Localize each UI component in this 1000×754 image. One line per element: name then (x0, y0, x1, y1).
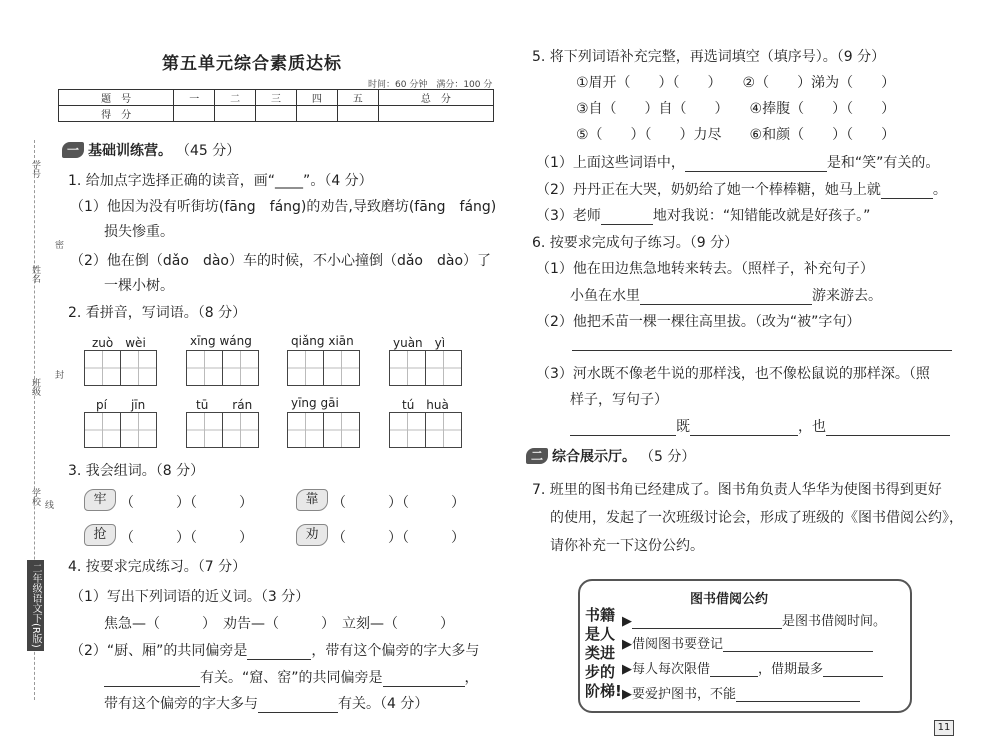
q4-text: 有关。（4 分） (338, 696, 429, 712)
q5-text: 。 (932, 182, 947, 198)
convention-item (622, 633, 873, 652)
q4-sub2-line3 (104, 693, 428, 713)
q2-stem: 2. 看拼音，写词语。（8 分） (68, 305, 247, 321)
slogan-line: 步的 (585, 663, 616, 681)
sidebar-xingming: 姓名 (30, 265, 40, 283)
pinyin-label: tū rán (196, 398, 253, 412)
q4-stem: 4. 按要求完成练习。（7 分） (68, 559, 247, 575)
writing-grid[interactable] (186, 350, 259, 386)
sidebar-xuehao: 学号 (30, 160, 40, 178)
answer-blank[interactable] (823, 662, 883, 677)
q7-line2: 的使用，发起了一次班级讨论会，形成了班级的《图书借阅公约》， (550, 510, 963, 526)
writing-grid[interactable] (287, 350, 360, 386)
q4-sub1-answer[interactable]: 焦急—（ ） 劝告—（ ） 立刻—（ ） (104, 616, 454, 632)
arrow-icon: ▶ (622, 614, 632, 629)
word-blanks[interactable]: （ ）（ ） (332, 530, 465, 546)
section-label: 综合展示厅。 (552, 449, 636, 465)
writing-grid[interactable] (389, 412, 462, 448)
q4-text: ，带有这个偏旁的字大多与 (311, 643, 480, 659)
time-info: 时间：60 分钟 满分：100 分 (368, 80, 493, 90)
section-label: 基础训练营。 (88, 143, 172, 159)
answer-blank[interactable] (383, 672, 465, 687)
item-text: 是图书借阅时间。 (782, 614, 887, 629)
answer-blank[interactable] (690, 421, 798, 436)
answer-blank[interactable] (247, 645, 311, 660)
q6-sub3-answer (570, 416, 950, 436)
answer-blank[interactable] (601, 210, 653, 225)
q5-a1 (536, 152, 939, 172)
writing-grid[interactable] (389, 350, 462, 386)
q6-text: 既 (676, 419, 690, 435)
q1-line1: （1）他因为没有听街坊(fāng fáng)的劝告,导致磨坊(fāng fáng) (70, 199, 497, 215)
q6-sub3: （3）河水既不像老牛说的那样浅，也不像松鼠说的那样深。（照 (536, 366, 930, 382)
q4-sub1: （1）写出下列词语的近义词。（3 分） (70, 589, 310, 605)
q5-row2[interactable]: ③自（ ）自（ ） ④捧腹（ ）（ ） (576, 101, 896, 117)
pinyin-label: qiǎng xiān (291, 334, 354, 348)
section-number: 一 (62, 142, 84, 158)
pinyin-label: yīng gāi (291, 396, 339, 410)
q7-line3: 请你补充一下这份公约。 (550, 538, 704, 554)
q4-text: 有关。“窟、窑”的共同偏旁是 (200, 670, 383, 686)
q6-sub2: （2）他把禾苗一棵一棵往高里拔。（改为“被”字句） (536, 314, 861, 330)
writing-grid[interactable] (186, 412, 259, 448)
q6-text: ，也 (798, 419, 826, 435)
score-header: 四 (296, 90, 337, 106)
slogan-line: 类进 (585, 644, 616, 662)
q4-text: （2）“厨、厢”的共同偏旁是 (70, 643, 248, 659)
score-row-label: 得 分 (59, 106, 174, 122)
q6-stem: 6. 按要求完成句子练习。（9 分） (532, 235, 739, 251)
q5-text: 是和“笑”有关的。 (826, 155, 940, 171)
section-number: 二 (526, 448, 548, 464)
answer-blank[interactable] (826, 421, 950, 436)
answer-blank[interactable] (640, 290, 812, 305)
answer-blank[interactable] (881, 184, 933, 199)
item-text: ，借期最多 (758, 662, 824, 677)
score-cell[interactable] (296, 106, 337, 122)
score-cell[interactable] (378, 106, 493, 122)
section-1-heading (62, 140, 240, 160)
score-header: 三 (256, 90, 297, 106)
sidebar-book: 二年级语文下(R版) (27, 560, 44, 651)
section-score: （5 分） (640, 449, 696, 465)
pinyin-label: yuàn yì (393, 336, 446, 350)
writing-grid[interactable] (287, 412, 360, 448)
q5-a3 (536, 205, 870, 225)
q6-text: 小鱼在水里 (570, 288, 640, 304)
page-number: 11 (934, 720, 954, 736)
sidebar-mi: 密 (53, 240, 63, 249)
score-header: 一 (174, 90, 215, 106)
answer-blank[interactable] (736, 687, 860, 702)
convention-item (622, 658, 883, 677)
char-badge: 劝 (296, 524, 328, 546)
pinyin-label: pí jīn (96, 398, 146, 412)
answer-blank[interactable] (723, 637, 873, 652)
q4-text: 带有这个偏旁的字大多与 (104, 696, 258, 712)
item-text: 借阅图书要登记 (632, 637, 724, 652)
convention-item (622, 683, 860, 702)
q7-line1: 7. 班里的图书角已经建成了。图书角负责人华华为使图书得到更好 (532, 482, 942, 498)
word-blanks[interactable]: （ ）（ ） (120, 495, 253, 511)
q5-text: 地对我说：“知错能改就是好孩子。” (652, 208, 871, 224)
answer-blank[interactable] (104, 672, 200, 687)
q4-sub2 (70, 640, 479, 660)
q3-stem: 3. 我会组词。（8 分） (68, 463, 205, 479)
q6-text: 游来游去。 (812, 288, 882, 304)
q5-text: （1）上面这些词语中， (536, 155, 685, 171)
word-blanks[interactable]: （ ）（ ） (120, 530, 253, 546)
sidebar-xuexiao: 学校 (30, 488, 40, 506)
score-table (58, 89, 494, 122)
sidebar-feng: 封 (53, 370, 63, 379)
score-cell[interactable] (174, 106, 215, 122)
char-badge: 抢 (84, 524, 116, 546)
sidebar-banji: 班级 (30, 378, 40, 396)
score-cell[interactable] (256, 106, 297, 122)
q6-sub1-answer (570, 285, 882, 305)
q4-text: ， (464, 670, 479, 686)
q6-sub1: （1）他在田边焦急地转来转去。（照样子，补充句子） (536, 261, 874, 277)
section-score: （45 分） (176, 143, 241, 159)
answer-blank[interactable] (632, 614, 782, 629)
item-text: 要爱护图书，不能 (632, 687, 737, 702)
arrow-icon: ▶ (622, 637, 632, 652)
pinyin-label: xīng wáng (190, 334, 252, 348)
q4-sub2-line2 (104, 667, 479, 687)
answer-blank[interactable] (710, 662, 758, 677)
item-text: 每人每次限借 (632, 662, 711, 677)
convention-item (622, 610, 886, 629)
sidebar-xian: 线 (43, 500, 53, 509)
arrow-icon: ▶ (622, 662, 632, 677)
q1-line2: 损失惨重。 (104, 224, 174, 240)
slogan-line: 阶梯! (585, 682, 622, 700)
score-cell[interactable] (337, 106, 378, 122)
q5-a2 (536, 179, 947, 199)
slogan-line: 书籍 (585, 606, 616, 624)
answer-blank[interactable] (685, 157, 827, 172)
slogan-line: 是人 (585, 625, 616, 643)
q1-line3: （2）他在倒（dǎo dào）车的时候，不小心撞倒（dǎo dào）了 (70, 253, 492, 269)
page-title: 第五单元综合素质达标 (162, 54, 342, 74)
word-blanks[interactable]: （ ）（ ） (332, 495, 465, 511)
answer-blank[interactable] (258, 698, 338, 713)
q5-text: （2）丹丹正在大哭，奶奶给了她一个棒棒糖，她马上就 (536, 182, 881, 198)
q5-row1[interactable]: ①眉开（ ）（ ） ②（ ）涕为（ ） (576, 75, 896, 91)
char-badge: 靠 (296, 489, 328, 511)
score-header: 五 (337, 90, 378, 106)
writing-grid[interactable] (84, 412, 157, 448)
convention-title: 图书借阅公约 (690, 592, 769, 607)
score-header: 二 (215, 90, 256, 106)
convention-slogan (585, 606, 625, 701)
answer-line[interactable] (572, 350, 952, 351)
char-badge: 牢 (84, 489, 116, 511)
score-header: 题 号 (59, 90, 174, 106)
q5-row3[interactable]: ⑤（ ）（ ）力尽 ⑥和颜（ ）（ ） (576, 127, 896, 143)
q6-sub3-line2: 样子，写句子） (570, 392, 668, 408)
pinyin-label: zuò wèi (92, 336, 146, 350)
q1-stem: 1. 给加点字选择正确的读音，画“____”。（4 分） (68, 173, 373, 189)
section-2-heading (526, 446, 695, 466)
score-cell[interactable] (215, 106, 256, 122)
q1-line4: 一棵小树。 (104, 278, 174, 294)
writing-grid[interactable] (84, 350, 157, 386)
pinyin-label: tú huà (402, 398, 449, 412)
arrow-icon: ▶ (622, 687, 632, 702)
score-header: 总 分 (378, 90, 493, 106)
q5-stem: 5. 将下列词语补充完整，再选词填空（填序号）。（9 分） (532, 49, 886, 65)
answer-blank[interactable] (570, 421, 676, 436)
q5-text: （3）老师 (536, 208, 601, 224)
